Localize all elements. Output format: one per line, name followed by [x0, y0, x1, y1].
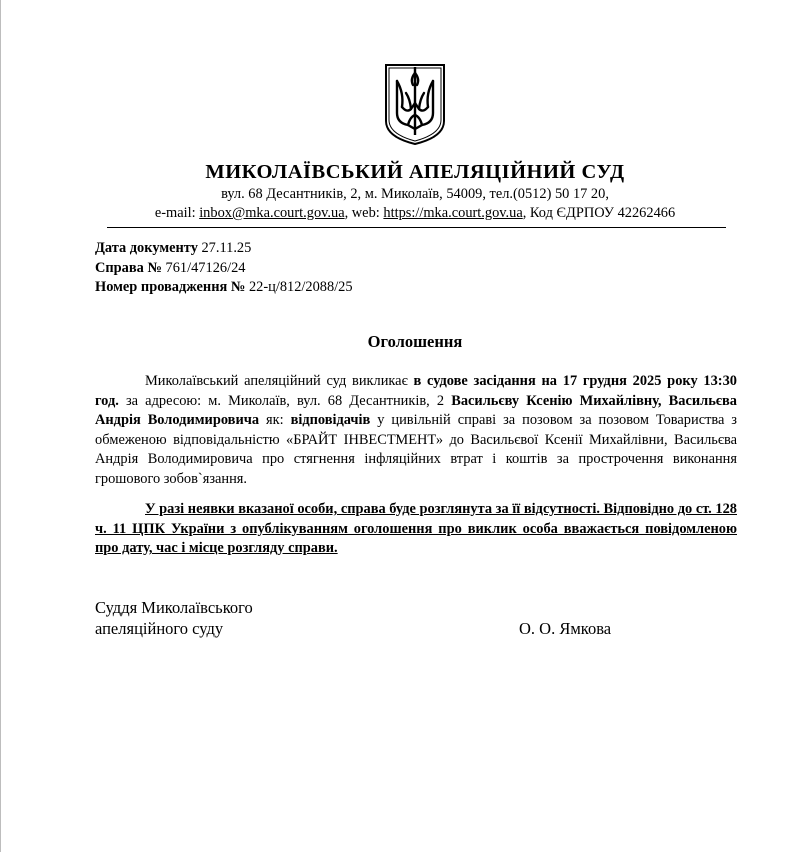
coat-of-arms-trident-icon	[384, 63, 446, 146]
header-divider	[107, 227, 726, 228]
summoned-persons: Васильєву Ксенію Михайлівну, Васильєва Андрія Володимировича	[95, 392, 737, 428]
judge-title-line2: апеляційного суду	[95, 619, 224, 638]
court-contacts	[0, 204, 790, 222]
notice-text-part: у цивільній справі за позовом за позовом Товариства з обмеженою відповідальністю «БРАЙТ ІНВЕСТМЕНТ» до Васильєвої Ксенії Михайлівни, Васильєва Андрія Володимировича про стягнення інфляційних втрат і коштів за прострочення виконання грошового зобов`язання.	[95, 412, 737, 487]
case-number-label: Справа №	[95, 260, 162, 276]
document-date	[95, 239, 251, 257]
notice-text-part: Миколаївський апеляційний суд викликає	[145, 373, 414, 389]
court-name: МИКОЛАЇВСЬКИЙ АПЕЛЯЦІЙНИЙ СУД	[205, 161, 625, 183]
email-link[interactable]: inbox@mka.court.gov.ua	[199, 205, 345, 221]
absence-warning: У разі неявки вказаної особи, справа буде розглянута за її відсутності. Відповідно до ст. 128 ч. 11 ЦПК України з опублікуванням оголошення про виклик особа вважається повідомленою про дату, час і місце розгляду справи.	[95, 501, 737, 556]
document-date-value: 27.11.25	[197, 240, 252, 256]
proceeding-number-label: Номер провадження №	[95, 279, 246, 295]
edrpou-code: , Код ЄДРПОУ 42262466	[522, 205, 676, 221]
document-date-label: Дата документу	[95, 240, 198, 256]
case-number	[95, 259, 245, 277]
email-label: e-mail:	[154, 205, 200, 221]
party-role: відповідачів	[290, 412, 371, 428]
notice-text-part: як:	[259, 412, 291, 428]
notice-body	[95, 372, 737, 489]
notice-text-part: за адресою: м. Миколаїв, вул. 68 Десантників, 2	[118, 392, 452, 409]
notice-title: Оголошення	[367, 332, 463, 351]
court-address: вул. 68 Десантників, 2, м. Миколаїв, 54009, тел.(0512) 50 17 20,	[221, 186, 609, 202]
judge-name: О. О. Ямкова	[519, 619, 612, 638]
hearing-date: в судове засідання на 17 грудня 2025 року 13:30 год.	[95, 373, 737, 409]
web-link[interactable]: https://mka.court.gov.ua	[383, 205, 523, 221]
case-number-value: 761/47126/24	[161, 260, 246, 276]
proceeding-number-value: 22-ц/812/2088/25	[245, 279, 353, 295]
web-label: , web:	[344, 205, 384, 221]
proceeding-number	[95, 278, 353, 296]
judge-title-line1: Суддя Миколаївського	[95, 598, 253, 617]
